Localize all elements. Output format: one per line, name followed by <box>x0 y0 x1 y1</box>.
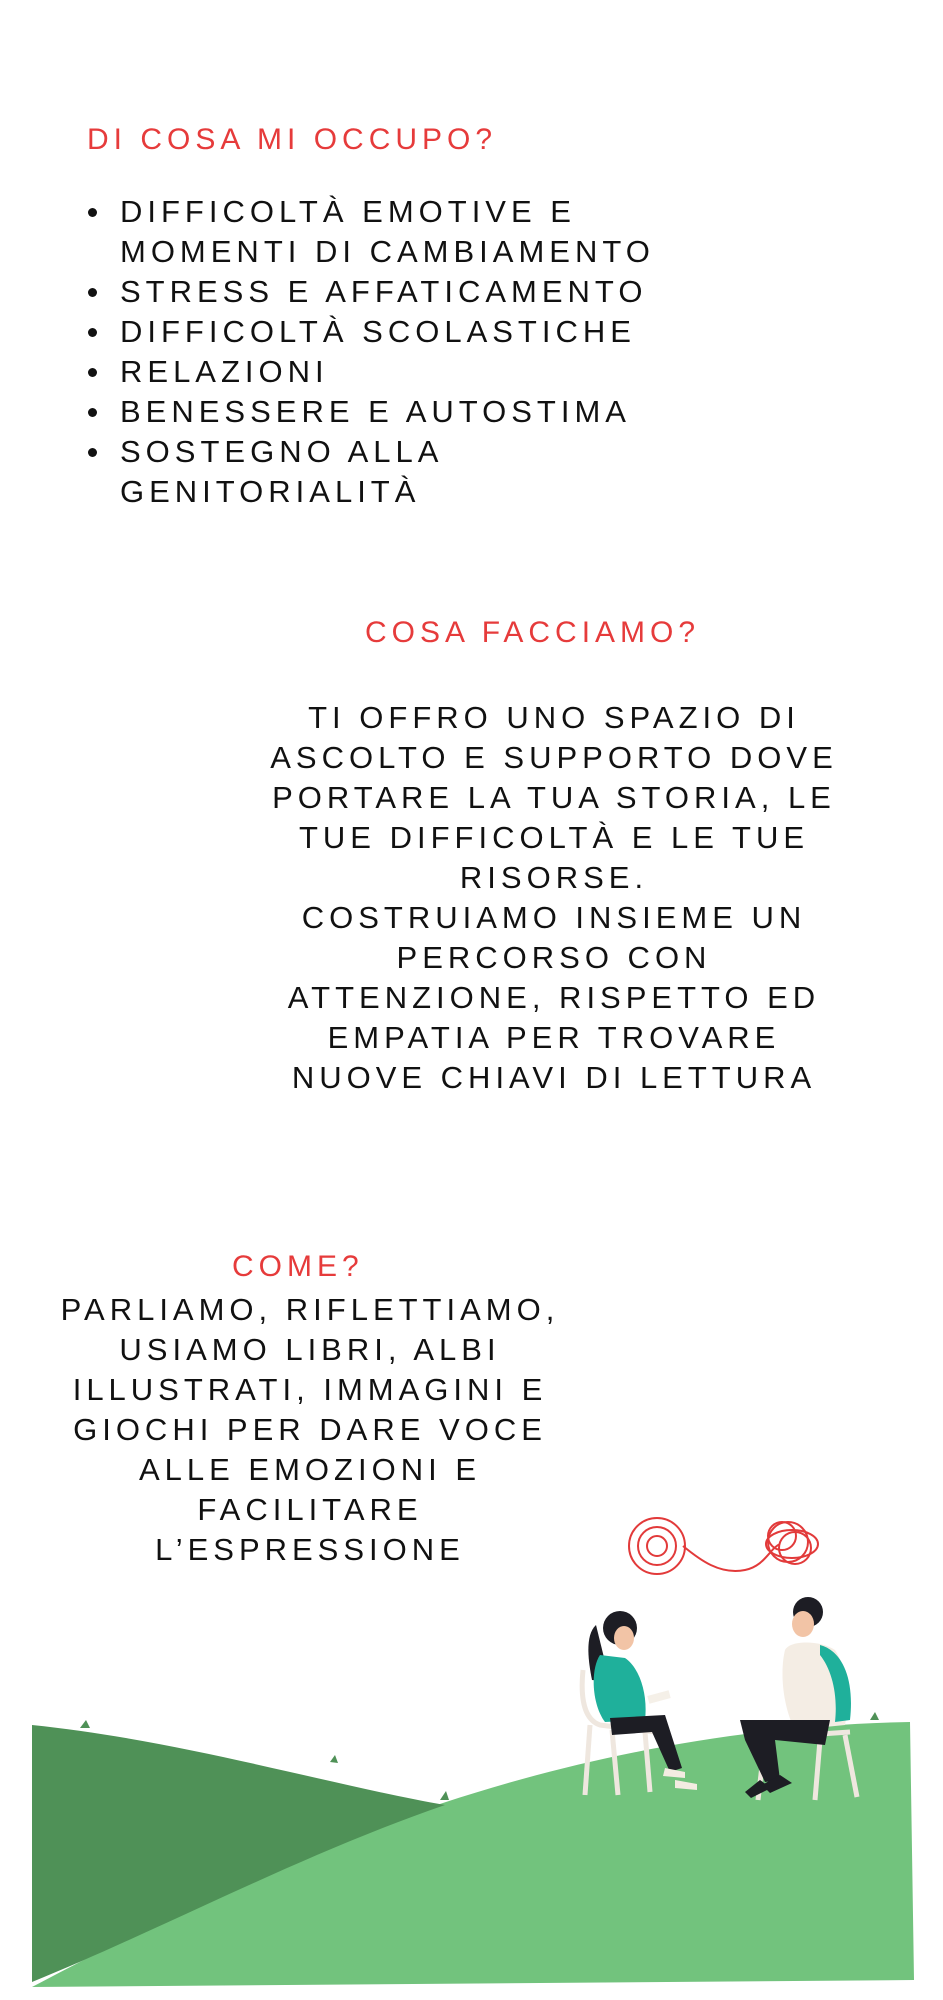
list-item: BENESSERE E AUTOSTIMA <box>88 392 678 432</box>
landscape-illustration <box>0 1500 943 2000</box>
section-heading-facciamo: COSA FACCIAMO? <box>365 616 701 649</box>
focus-list <box>88 192 678 512</box>
facciamo-description <box>265 698 843 1098</box>
scribble-icon <box>629 1518 818 1574</box>
section-heading-occupo: DI COSA MI OCCUPO? <box>87 123 498 156</box>
list-item: DIFFICOLTÀ EMOTIVE E MOMENTI DI CAMBIAMENTO <box>88 192 678 272</box>
facciamo-paragraph: TI OFFRO UNO SPAZIO DI ASCOLTO E SUPPORTO DOVE PORTARE LA TUA STORIA, LE TUE DIFFICOLTÀ E LE TUE RISORSE. <box>270 700 838 895</box>
list-item: STRESS E AFFATICAMENTO <box>88 272 678 312</box>
section-heading-come: COME? <box>232 1250 364 1283</box>
list-item: DIFFICOLTÀ SCOLASTICHE <box>88 312 678 352</box>
facciamo-paragraph: COSTRUIAMO INSIEME UN PERCORSO CON ATTENZIONE, RISPETTO ED EMPATIA PER TROVARE NUOVE CHIAVI DI LETTURA <box>287 900 821 1095</box>
list-item: RELAZIONI <box>88 352 678 392</box>
come-description: PARLIAMO, RIFLETTIAMO, USIAMO LIBRI, ALBI ILLUSTRATI, IMMAGINI E GIOCHI PER DARE VOCE ALLE EMOZIONI E FACILITARE L’ESPRESSIONE <box>60 1292 560 1567</box>
list-item: SOSTEGNO ALLA GENITORIALITÀ <box>88 432 678 512</box>
